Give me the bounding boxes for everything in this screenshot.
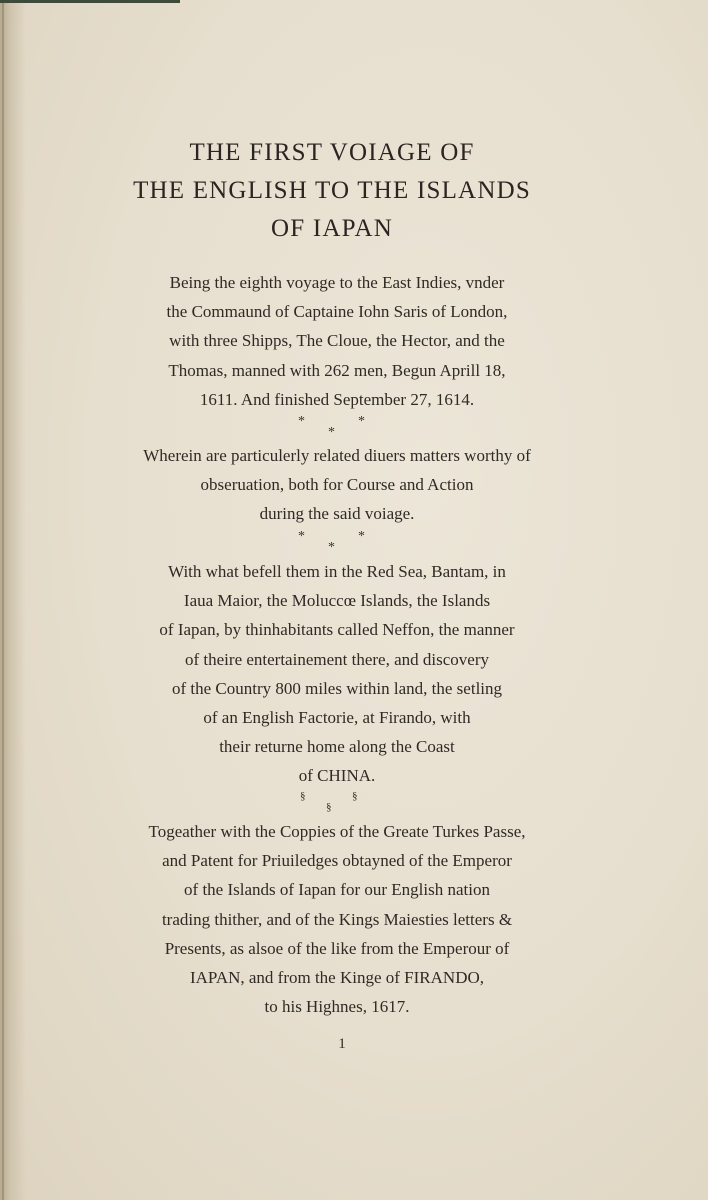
text-line: Presents, as alsoe of the like from the Emperour of bbox=[164, 938, 510, 958]
page-title bbox=[0, 134, 664, 248]
text-line: Thomas, manned with 262 men, Begun Aprill 18, bbox=[168, 360, 506, 380]
text-line: IAPAN, and from the Kinge of FIRANDO, bbox=[189, 968, 484, 988]
text-line: With what befell them in the Red Sea, Bantam, in bbox=[168, 562, 506, 581]
ornament-glyph: § bbox=[352, 790, 358, 802]
asterism-ornament bbox=[272, 414, 392, 444]
ornament-glyph: * bbox=[298, 529, 305, 544]
text-line: of CHINA. bbox=[298, 766, 376, 786]
text-line: of theire entertainement there, and discovery bbox=[185, 649, 489, 669]
page-top-edge bbox=[0, 0, 180, 3]
text-line: their returne home along the Coast bbox=[219, 737, 455, 757]
page-number: 1 bbox=[338, 1036, 346, 1052]
text-line: the Commaund of Captaine Iohn Saris of London, bbox=[166, 302, 508, 322]
text-line: during the said voiage. bbox=[259, 504, 415, 524]
title-line: THE ENGLISH TO THE ISLANDS bbox=[133, 177, 531, 204]
section-mark-ornament bbox=[272, 790, 392, 820]
paragraph-observations bbox=[90, 441, 584, 529]
text-line: Being the eighth voyage to the East Indies, vnder bbox=[169, 273, 505, 292]
text-line: of the Islands of Iapan for our English nation bbox=[184, 880, 490, 900]
text-line: to his Highnes, 1617. bbox=[264, 997, 410, 1017]
text-line: with three Shipps, The Cloue, the Hector, and the bbox=[169, 331, 505, 351]
text-line: and Patent for Priuiledges obtayned of the Emperor bbox=[162, 851, 512, 871]
paragraph-events bbox=[90, 557, 584, 791]
text-line: Wherein are particulerly related diuers matters worthy of bbox=[143, 446, 531, 465]
text-line: of Iapan, by thinhabitants called Neffon, the manner bbox=[159, 620, 515, 640]
ornament-glyph: * bbox=[358, 414, 365, 429]
paragraph-documents bbox=[90, 817, 584, 1021]
text-line: of the Country 800 miles within land, the setling bbox=[171, 678, 503, 698]
ornament-glyph: * bbox=[328, 425, 335, 440]
ornament-glyph: * bbox=[298, 414, 305, 429]
text-line: of an English Factorie, at Firando, with bbox=[203, 708, 471, 728]
ornament-glyph: * bbox=[358, 529, 365, 544]
text-line: 1611. And finished September 27, 1614. bbox=[199, 389, 475, 409]
text-line: Togeather with the Coppies of the Greate Turkes Passe, bbox=[148, 822, 526, 841]
title-line: OF IAPAN bbox=[271, 215, 393, 242]
title-line: THE FIRST VOIAGE OF bbox=[189, 139, 475, 166]
text-line: obseruation, both for Course and Action bbox=[200, 475, 474, 495]
ornament-glyph: * bbox=[328, 540, 335, 555]
text-line: trading thither, and of the Kings Maiesties letters & bbox=[161, 909, 513, 929]
text-line: Iaua Maior, the Moluccœ Islands, the Islands bbox=[183, 591, 491, 611]
ornament-glyph: § bbox=[326, 801, 332, 813]
paragraph-voyage-summary bbox=[90, 268, 584, 414]
asterism-ornament bbox=[272, 529, 392, 559]
ornament-glyph: § bbox=[300, 790, 306, 802]
